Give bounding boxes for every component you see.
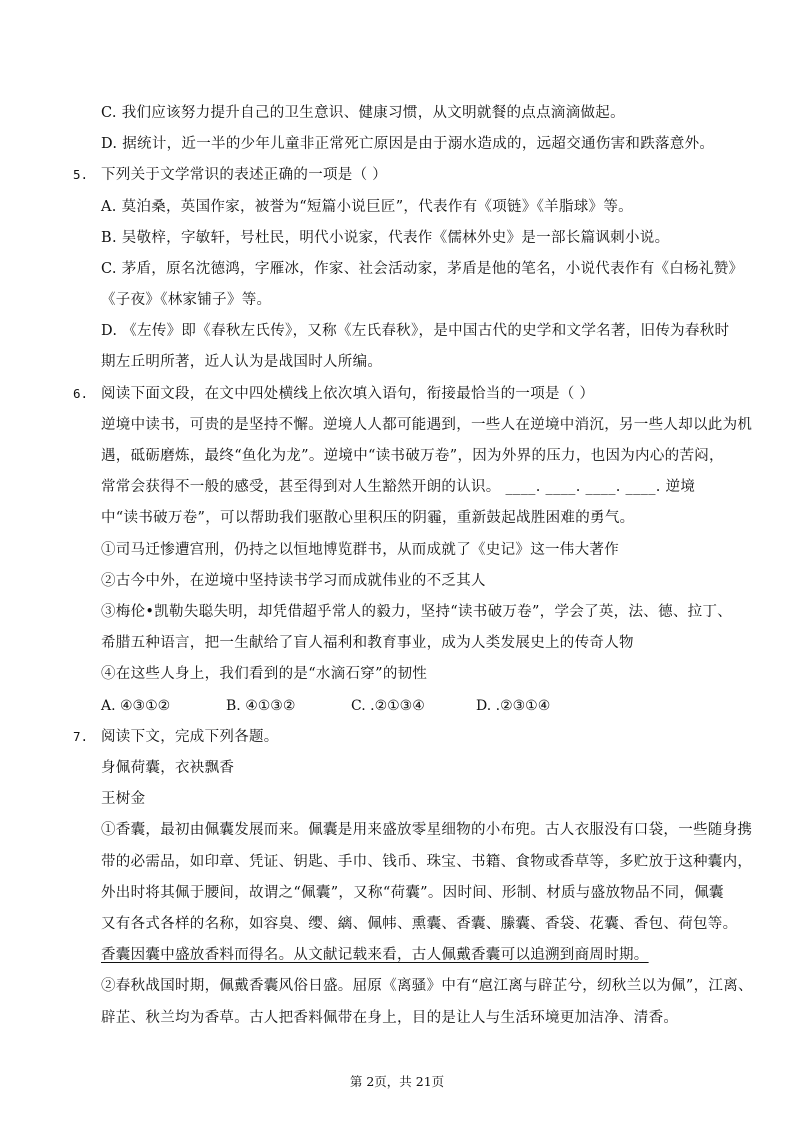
q5-option-b: B. 吴敬梓，字敏轩，号杜民，明代小说家，代表作《儒林外史》是一部长篇讽刺小说。 <box>101 230 670 246</box>
q5-number: 5. <box>73 167 89 182</box>
q5-option-c-line2: 《子夜》《林家铺子》等。 <box>101 292 272 308</box>
q6-passage-line4: 中“读书破万卷”，可以帮助我们驱散心里积压的阴霾，重新鼓起战胜困难的勇气。 <box>101 510 635 526</box>
q7-para1-underlined-sentence: 香囊因囊中盛放香料而得名。从文献记载来看，古人佩戴香囊可以追溯到商周时期。 <box>101 947 649 963</box>
q6-number: 6. <box>73 386 89 401</box>
q7-para2-line1: ②春秋战国时期，佩戴香囊风俗日盛。屈原《离骚》中有“扈江离与辟芷兮，纫秋兰以为佩”，江离、 <box>101 978 753 994</box>
q7-para1-line2: 带的必需品，如印章、凭证、钥匙、手巾、钱币、珠宝、书籍、食物或香草等，多贮放于这种囊内， <box>101 854 753 870</box>
q6-stem: 阅读下面文段，在文中四处横线上依次填入语句，衔接最恰当的一项是（ ） <box>101 386 595 402</box>
q7-stem: 阅读下文，完成下列各题。 <box>101 729 279 745</box>
q7-para1-line3: 外出时将其佩于腰间，故谓之“佩囊”，又称“荷囊”。因时间、形制、材质与盛放物品不同，佩囊 <box>101 885 724 901</box>
q7-para1-line1: ①香囊，最初由佩囊发展而来。佩囊是用来盛放零星细物的小布兜。古人衣服没有口袋，一些随身携 <box>101 822 753 838</box>
q6-passage-line2: 遇，砥砺磨炼，最终“鱼化为龙”。逆境中“读书破万卷”，因为外界的压力，也因为内心的苦闷， <box>101 448 724 464</box>
q6-passage-line1: 逆境中读书，可贵的是坚持不懈。逆境人人都可能遇到，一些人在逆境中消沉，另一些人却以此为机 <box>101 417 753 433</box>
q7-article-title: 身佩荷囊，衣袂飘香 <box>101 760 235 776</box>
q5-option-a: A. 莫泊桑，英国作家，被誉为“短篇小说巨匠”，代表作有《项链》《羊脂球》等。 <box>101 199 633 215</box>
q6-option-b: B. ④①③② <box>226 698 296 714</box>
q6-sentence-3-line1: ③梅伦•凯勒失聪失明，却凭借超乎常人的毅力，坚持“读书破万卷”，学会了英，法、德、拉丁、 <box>101 604 733 620</box>
q5-stem: 下列关于文学常识的表述正确的一项是（ ） <box>101 167 388 183</box>
q5-option-c-line1: C. 茅盾，原名沈德鸿，字雁冰，作家、社会活动家，茅盾是他的笔名，小说代表作有《白杨礼赞》 <box>101 261 744 277</box>
q6-sentence-3-line2: 希腊五种语言，把一生献给了盲人福利和教育事业，成为人类发展史上的传奇人物 <box>101 635 634 651</box>
page-footer: 第 2页，共 21页 <box>349 1074 445 1089</box>
q6-sentence-1: ①司马迁惨遭宫刑，仍持之以恒地博览群书，从而成就了《史记》这一伟大著作 <box>101 542 619 558</box>
q6-sentence-2: ②古今中外，在逆境中坚持读书学习而成就伟业的不乏其人 <box>101 573 486 589</box>
q6-option-c: C. .②①③④ <box>351 698 425 714</box>
q6-sentence-4: ④在这些人身上，我们看到的是“水滴石穿”的韧性 <box>101 666 428 682</box>
q4-option-c: C. 我们应该努力提升自己的卫生意识、健康习惯，从文明就餐的点点滴滴做起。 <box>101 105 625 121</box>
q5-option-d-line1: D. 《左传》即《春秋左氏传》，又称《左氏春秋》，是中国古代的史学和文学名著，旧传为春秋时 <box>101 323 730 339</box>
q7-number: 7. <box>73 729 89 744</box>
q6-option-a: A. ④③①② <box>101 698 171 714</box>
q4-option-d: D. 据统计，近一半的少年儿童非正常死亡原因是由于溺水造成的，远超交通伤害和跌落意外。 <box>101 136 715 152</box>
q5-option-d-line2: 期左丘明所著，近人认为是战国时人所编。 <box>101 354 383 370</box>
q6-passage-line3: 常常会获得不一般的感受，甚至得到对人生豁然开朗的认识。 ____. ____. ____. ____. 逆境 <box>101 479 696 495</box>
q6-option-d: D. .②③①④ <box>476 698 551 714</box>
q7-para1-line4: 又有各式各样的名称，如容臭、缨、縭、佩帏、熏囊、香囊、縢囊、香袋、花囊、香包、荷包等。 <box>101 916 738 932</box>
q7-para2-line2: 辟芷、秋兰均为香草。古人把香料佩带在身上，目的是让人与生活环境更加洁净、清香。 <box>101 1010 679 1026</box>
q7-article-author: 王树金 <box>101 791 146 807</box>
